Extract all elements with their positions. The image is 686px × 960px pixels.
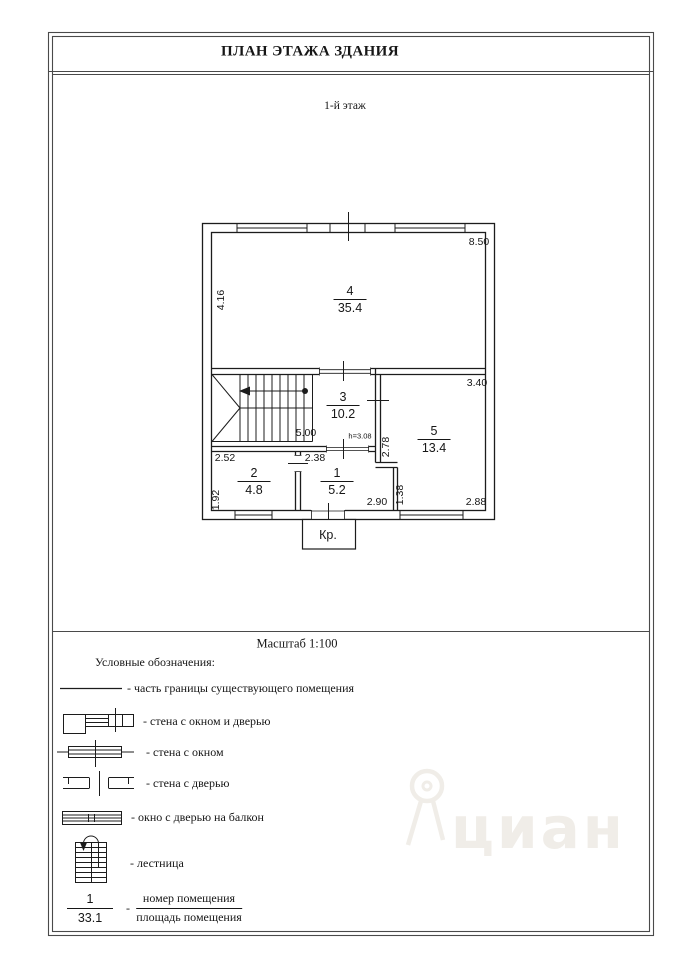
- dim-room1-width-bottom: 2.90: [366, 496, 388, 508]
- legend-item-wall-window-label: - стена с окном: [146, 745, 224, 759]
- dim-room1-width-top: 2.38: [304, 452, 326, 464]
- room-number: 3: [327, 390, 360, 406]
- room-area: 5.2: [328, 483, 346, 498]
- floor-label: 1-й этаж: [324, 100, 366, 112]
- example-top-label: номер помещения: [136, 892, 242, 909]
- dim-top-width: 8.50: [468, 236, 490, 248]
- legend-wall-door-symbol: [63, 771, 134, 796]
- room-1-label: [321, 466, 354, 498]
- dim-stairs-width: 5.00: [295, 427, 317, 439]
- watermark-text: циан: [451, 794, 626, 862]
- room-area: 13.4: [421, 441, 447, 456]
- legend-wall-window-door-symbol: [64, 708, 134, 734]
- scale-label: Масштаб 1:100: [256, 636, 338, 651]
- legend-item-stairs-label: - лестница: [130, 856, 184, 870]
- legend-stairs-symbol: [76, 836, 107, 882]
- legend-item-boundary-label: - часть границы существующего помещения: [127, 681, 355, 695]
- dim-ceiling-height-note: h=3.08: [348, 431, 372, 441]
- legend-wall-window-symbol: [57, 740, 134, 767]
- room-area: 10.2: [330, 407, 356, 422]
- example-bottom-label: площадь помещения: [136, 909, 242, 924]
- room-area: 35.4: [337, 301, 363, 316]
- bottom-wall-windows: [235, 511, 463, 520]
- legend-example-meaning: [136, 892, 242, 925]
- dim-left-height: 4.16: [215, 289, 227, 311]
- legend-balcony-window-door-symbol: [63, 812, 122, 825]
- room-2-label: [238, 466, 271, 498]
- room-area: 4.8: [245, 483, 263, 498]
- dim-room5-upper-height: 2.78: [380, 436, 392, 458]
- legend-item-balcony-label: - окно с дверью на балкон: [131, 810, 264, 824]
- porch-label: Кр.: [319, 528, 337, 542]
- legend-item-wall-door-label: - стена с дверью: [146, 776, 230, 790]
- room-4-label: [334, 284, 367, 316]
- top-wall-windows: [237, 212, 465, 241]
- dim-room5-top: 3.40: [466, 377, 488, 389]
- legend-example-fraction: [67, 892, 113, 926]
- legend-example-dash: -: [126, 901, 130, 915]
- dim-room5-lower-height: 1.38: [394, 484, 406, 506]
- legend-item-wall-window-door-label: - стена с окном и дверью: [143, 714, 271, 728]
- room-number: 5: [418, 424, 451, 440]
- room-number: 2: [238, 466, 271, 482]
- example-room-number: 1: [67, 892, 113, 909]
- watermark-pin-icon: [408, 771, 443, 845]
- room-number: 4: [334, 284, 367, 300]
- dim-room2-width: 2.52: [214, 452, 236, 464]
- room-5-label: [418, 424, 451, 456]
- page-title: ПЛАН ЭТАЖА ЗДАНИЯ: [221, 43, 399, 60]
- room-3-label: [327, 390, 360, 422]
- dim-room2-height: 1.92: [210, 489, 222, 511]
- room-number: 1: [321, 466, 354, 482]
- legend-heading: Условные обозначения:: [95, 655, 216, 669]
- example-room-area: 33.1: [77, 911, 103, 926]
- dim-room5-bottom-width: 2.88: [465, 496, 487, 508]
